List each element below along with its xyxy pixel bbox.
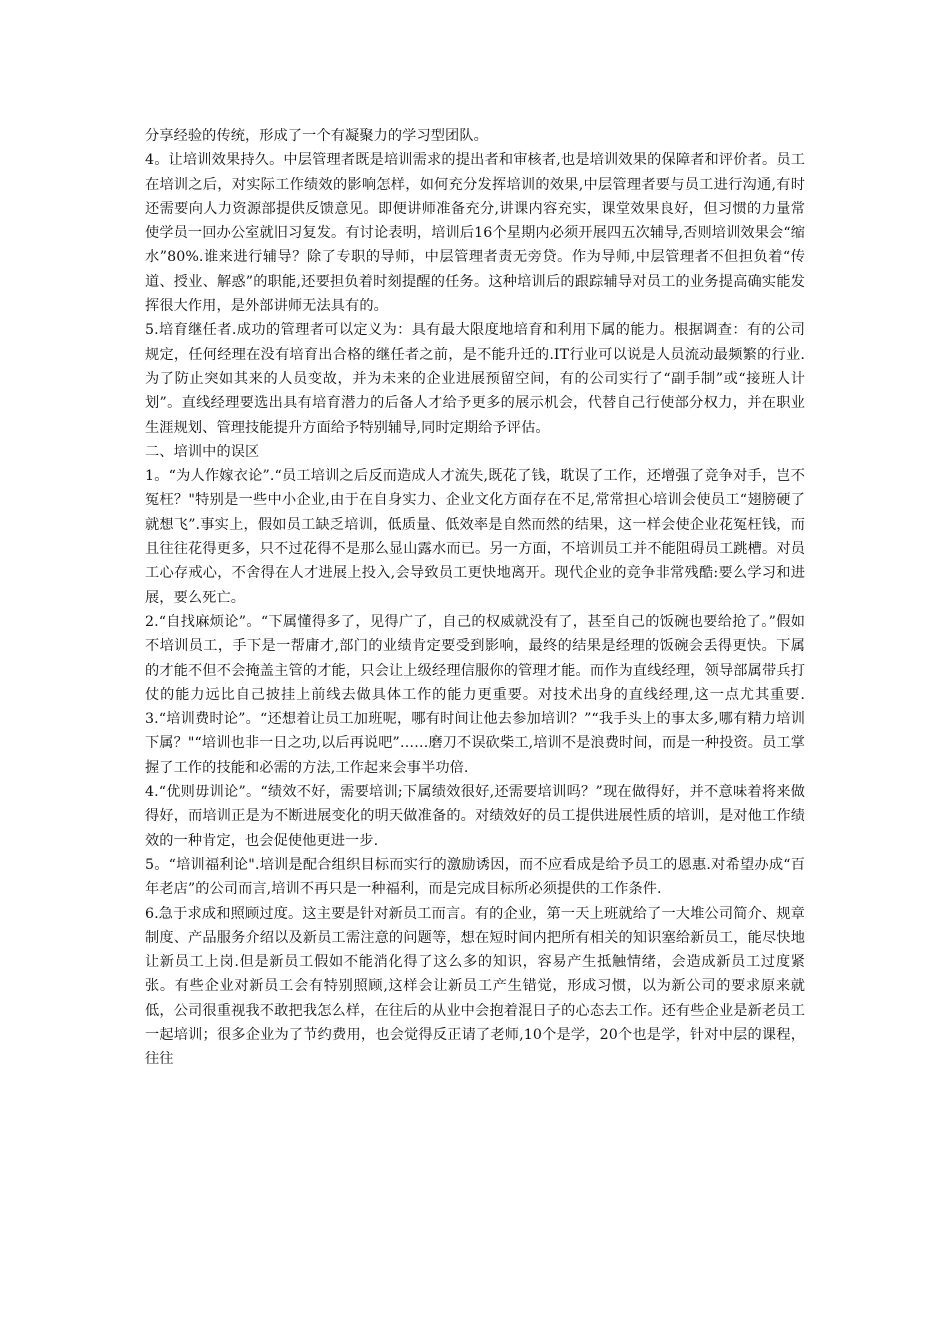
paragraph-misconception-4: 4.“优则毋训论”。“绩效不好，需要培训;下属绩效很好,还需要培训吗？”现在做得好，并不意味着将来做得好，而培训正是为不断进展变化的明天做准备的。对绩效好的员工提供进展性质的培训，是对他工作绩效的一种肯定，也会促使他更进一步.: [145, 784, 805, 849]
paragraph-misconception-6: 6.急于求成和照顾过度。这主要是针对新员工而言。有的企业，第一天上班就给了一大堆公司简介、规章制度、产品服务介绍以及新员工需注意的问题等，想在短时间内把所有相关的知识塞给新员工，能尽快地让新员工上岗.但是新员工假如不能消化得了这么多的知识，容易产生抵触情绪，会造成新员工过度紧张。有些企业对新员工会有特别照顾,这样会让新员工产生错觉，形成习惯，以为新公司的要求原来就低，公司很重视我不敢把我怎么样，在往后的从业中会抱着混日子的心态去工作。还有些企业是新老员工一起培训；很多企业为了节约费用，也会觉得反正请了老师,10个是学，20个也是学，针对中层的课程，往往: [145, 905, 805, 1068]
paragraph-misconception-1: 1。“为人作嫁衣论”.“员工培训之后反而造成人才流失,既花了钱，耽误了工作，还增强了竞争对手，岂不冤枉？"特别是一些中小企业,由于在自身实力、企业文化方面存在不足,常常担心培训会使员工“翅膀硬了就想飞”.事实上，假如员工缺乏培训，低质量、低效率是自然而然的结果，这一样会使企业花冤枉钱，而且往往花得更多，只不过花得不是那么显山露水而已。另一方面，不培训员工并不能阻碍员工跳槽。对员工心存戒心，不舍得在人才进展上投入,会导致员工更快地离开。现代企业的竞争非常残酷:要么学习和进展，要么死亡。: [145, 468, 805, 606]
paragraph-team-learning: 分享经验的传统，形成了一个有凝聚力的学习型团队。: [145, 128, 488, 144]
paragraph-misconception-2-3: 2.“自找麻烦论”。“下属懂得多了，见得广了，自己的权威就没有了，甚至自己的饭碗也要给抢了。”假如不培训员工，手下是一帮庸才,部门的业绩肯定要受到影响，最终的结果是经理的饭碗会丢得更快。下属的才能不但不会掩盖主管的才能，只会让上级经理信服你的管理才能。而作为直线经理，领导部属带兵打仗的能力远比自己披挂上前线去做具体工作的能力更重要。对技术出身的直线经理,这一点尤其重要. 3.“培训费时论”。“还想着让员工加班呢，哪有时间让他去参加培训？”“我手头上的事太多,哪有精力培训下属？"“培训也非一日之功,以后再说吧”……磨刀不误砍柴工,培训不是浪费时间，而是一种投资。员工掌握了工作的技能和必需的方法,工作起来会事半功倍.: [145, 613, 834, 776]
document-page: [145, 124, 834, 1072]
section-heading: 二、培训中的误区: [145, 443, 260, 460]
paragraph-lasting-effect: 4。让培训效果持久。中层管理者既是培训需求的提出者和审核者,也是培训效果的保障者和评价者。员工在培训之后，对实际工作绩效的影响怎样，如何充分发挥培训的效果,中层管理者要与员工进行沟通,有时还需要向人力资源部提供反馈意见。即便讲师准备充分,讲课内容充实，课堂效果良好，但习惯的力量常使学员一回办公室就旧习复发。有讨论表明，培训后16个星期内必须开展四五次辅导,否则培训效果会“缩水”80%.谁来进行辅导？除了专职的导师，中层管理者责无旁贷。作为导师,中层管理者不但担负着“传道、授业、解惑”的职能,还要担负着时刻提醒的任务。这种培训后的跟踪辅导对员工的业务提高确实能发挥很大作用，是外部讲师无法具有的。: [145, 152, 805, 315]
paragraph-misconception-5: 5。“培训福利论".培训是配合组织目标而实行的激励诱因，而不应看成是给予员工的恩惠.对希望办成“百年老店”的公司而言,培训不再只是一种福利，而是完成目标所必须提供的工作条件.: [145, 856, 805, 898]
paragraph-successor: 5.培育继任者.成功的管理者可以定义为：具有最大限度地培育和利用下属的能力。根据调查：有的公司规定，任何经理在没有培育出合格的继任者之前，是不能升迁的.IT行业可以说是人员流动最频繁的行业.为了防止突如其来的人员变故，并为未来的企业进展预留空间，有的公司实行了“副手制”或“接班人计划”。直线经理要选出具有培育潜力的后备人才给予更多的展示机会，代替自己行使部分权力，并在职业生涯规划、管理技能提升方面给予特别辅导,同时定期给予评估。: [145, 322, 805, 436]
